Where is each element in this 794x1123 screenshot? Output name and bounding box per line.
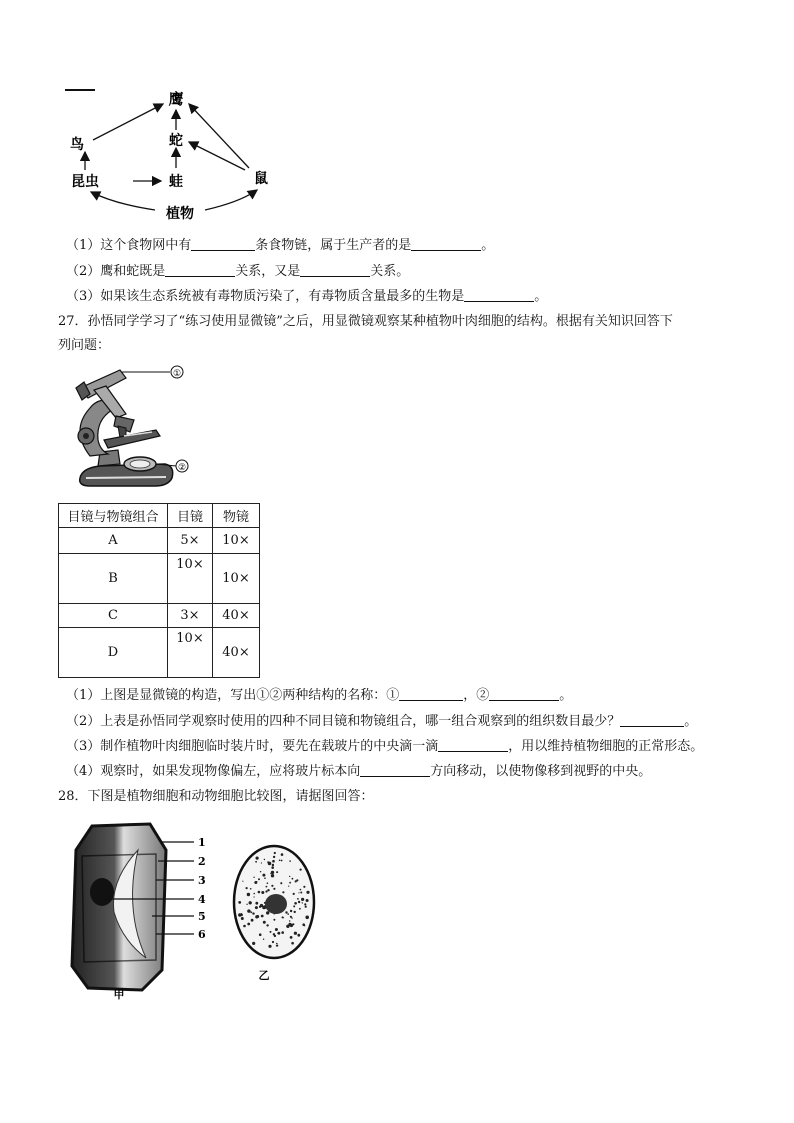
cell-label-6: 6 [198, 928, 206, 941]
cytoplasm-granule [259, 906, 261, 908]
cytoplasm-granule [265, 890, 267, 892]
cytoplasm-granule [270, 873, 271, 874]
cytoplasm-granule [288, 886, 289, 887]
cytoplasm-granule [255, 915, 258, 918]
cytoplasm-granule [261, 862, 262, 863]
cytoplasm-granule [252, 912, 254, 914]
cytoplasm-granule [259, 933, 262, 936]
arrow-bird-eagle [93, 104, 163, 140]
cytoplasm-granule [261, 891, 264, 894]
cell-comparison-figure [62, 820, 342, 1005]
cytoplasm-granule [285, 911, 287, 913]
answer-blank[interactable] [411, 236, 481, 251]
cell-label-5: 5 [198, 910, 206, 923]
cytoplasm-granule [255, 906, 258, 909]
cytoplasm-granule [289, 882, 291, 884]
cytoplasm-granule [258, 891, 261, 894]
answer-blank[interactable] [464, 287, 534, 302]
cytoplasm-granule [272, 864, 274, 866]
cytoplasm-granule [260, 871, 261, 872]
node-plant: 植物 [166, 206, 194, 222]
cytoplasm-granule [273, 919, 275, 921]
cytoplasm-granule [281, 931, 284, 934]
cytoplasm-granule [300, 892, 302, 894]
cytoplasm-granule [300, 869, 302, 871]
cytoplasm-granule [250, 888, 252, 890]
cytoplasm-granule [256, 857, 259, 860]
cytoplasm-granule [266, 924, 268, 926]
structure-label-2: ② [177, 463, 187, 473]
cytoplasm-granule [263, 939, 264, 940]
cytoplasm-granule [272, 941, 274, 943]
node-snake: 蛇 [169, 133, 183, 149]
q27-question-3: （3）制作植物叶肉细胞临时装片时，要先在载玻片的中央滴一滴 ，用以维持植物细胞的正常形态。 [66, 739, 704, 754]
cytoplasm-granule [297, 898, 299, 900]
cytoplasm-granule [255, 861, 257, 863]
cytoplasm-granule [253, 877, 254, 878]
cytoplasm-granule [247, 893, 250, 896]
cytoplasm-granule [274, 852, 276, 854]
cell-label-4: 4 [198, 893, 206, 906]
cytoplasm-granule [263, 921, 266, 924]
cytoplasm-granule [282, 891, 284, 893]
cytoplasm-granule [302, 902, 303, 903]
q26-question-1: （1）这个食物网中有 条食物链，属于生产者的是 。 [66, 238, 495, 253]
cytoplasm-granule [241, 913, 242, 914]
cytoplasm-granule [264, 877, 266, 879]
cytoplasm-granule [271, 874, 274, 877]
node-mouse: 鼠 [254, 171, 268, 187]
cytoplasm-granule [276, 943, 278, 945]
cytoplasm-granule [268, 945, 271, 948]
cytoplasm-granule [289, 860, 291, 862]
cytoplasm-granule [270, 931, 272, 933]
arrow-plant-insect [91, 192, 155, 210]
cytoplasm-granule [304, 903, 306, 905]
arrow-plant-mouse [205, 190, 257, 210]
answer-blank[interactable] [300, 262, 370, 277]
q27-intro-line-2: 列问题： [58, 338, 111, 353]
cytoplasm-granule [273, 888, 275, 890]
cytoplasm-granule [273, 856, 275, 858]
q26-question-2: （2）鹰和蛇既是 关系，又是 关系。 [66, 264, 410, 279]
cytoplasm-granule [289, 876, 290, 877]
cytoplasm-granule [276, 945, 278, 947]
plant-nucleus [90, 878, 114, 906]
q27-question-4: （4）观察时，如果发现物像偏左，应将玻片标本向 方向移动，以使物像移到视野的中央。 [66, 764, 652, 779]
cell-label-2: 2 [198, 855, 206, 868]
answer-blank[interactable] [438, 737, 508, 752]
table-row: C 3× 40× [59, 604, 260, 628]
cytoplasm-granule [261, 915, 264, 918]
cytoplasm-granule [305, 906, 307, 908]
cytoplasm-granule [251, 919, 254, 922]
cytoplasm-granule [298, 901, 300, 903]
cytoplasm-granule [296, 879, 298, 881]
microscope-illustration [60, 360, 195, 495]
cytoplasm-granule [290, 936, 293, 939]
table-row: D 10× 40× [59, 628, 260, 678]
cytoplasm-granule [290, 910, 292, 912]
cytoplasm-granule [254, 896, 255, 897]
cytoplasm-granule [247, 909, 250, 912]
cytoplasm-granule [255, 902, 258, 905]
cytoplasm-granule [294, 911, 296, 913]
cytoplasm-granule [293, 893, 295, 895]
cytoplasm-granule [282, 916, 284, 918]
cytoplasm-granule [304, 925, 306, 927]
cytoplasm-granule [294, 902, 297, 905]
cytoplasm-granule [267, 882, 269, 884]
cytoplasm-granule [292, 923, 294, 925]
cytoplasm-granule [266, 886, 268, 888]
cytoplasm-granule [291, 917, 292, 918]
answer-blank[interactable] [399, 686, 463, 701]
cytoplasm-granule [246, 887, 248, 889]
structure-label-1: ① [172, 369, 182, 379]
table-header: 目镜 [168, 504, 213, 528]
q28-intro: 28．下图是植物细胞和动物细胞比较图，请据图回答： [58, 789, 374, 804]
cytoplasm-granule [264, 859, 265, 860]
lens-combination-table [58, 503, 260, 678]
answer-blank[interactable] [165, 262, 235, 277]
answer-blank[interactable] [191, 236, 255, 251]
cytoplasm-granule [277, 933, 278, 934]
cell-label-1: 1 [198, 836, 206, 849]
cytoplasm-granule [252, 942, 255, 945]
cytoplasm-granule [258, 878, 260, 880]
cytoplasm-granule [241, 917, 244, 920]
cytoplasm-granule [280, 882, 282, 884]
cytoplasm-granule [275, 928, 278, 931]
cytoplasm-granule [267, 889, 269, 891]
animal-cell-caption: 乙 [258, 969, 270, 982]
cytoplasm-granule [287, 913, 289, 915]
plant-cell-caption: 甲 [113, 988, 125, 1001]
cytoplasm-granule [289, 920, 290, 921]
answer-blank[interactable] [360, 762, 430, 777]
cytoplasm-granule [306, 899, 309, 902]
cytoplasm-granule [242, 881, 243, 882]
table-header: 物镜 [213, 504, 260, 528]
cytoplasm-granule [272, 860, 275, 863]
node-insect: 昆虫 [71, 174, 99, 190]
cytoplasm-granule [268, 862, 272, 866]
q26-question-3: （3）如果该生态系统被有毒物质污染了，有毒物质含量最多的生物是 。 [66, 289, 548, 304]
table-header: 目镜与物镜组合 [59, 504, 168, 528]
cytoplasm-granule [276, 871, 278, 873]
cytoplasm-granule [305, 916, 309, 920]
cytoplasm-granule [281, 853, 284, 856]
cytoplasm-granule [250, 911, 252, 913]
cytoplasm-granule [294, 932, 297, 935]
cytoplasm-granule [271, 885, 273, 887]
cytoplasm-granule [246, 904, 247, 905]
q27-intro-line-1: 27．孙悟同学学习了“练习使用显微镜”之后，用显微镜观察某种植物叶肉细胞的结构。根据有关知识回答下 [58, 314, 673, 329]
food-web-diagram [55, 82, 285, 222]
cytoplasm-granule [306, 891, 309, 894]
table-row: A 5× 10× [59, 528, 260, 554]
cytoplasm-granule [243, 925, 246, 928]
cytoplasm-granule [273, 933, 275, 935]
cytoplasm-granule [299, 908, 301, 910]
cytoplasm-granule [302, 899, 304, 901]
cell-label-3: 3 [198, 874, 206, 887]
cytoplasm-granule [256, 881, 257, 882]
cytoplasm-granule [292, 878, 294, 880]
cytoplasm-granule [291, 942, 294, 945]
q27-question-2: （2）上表是孙悟同学观察时使用的四种不同目镜和物镜组合，哪一组合观察到的组织数目最少？ 。 [66, 714, 698, 729]
arrow-mouse-snake [189, 142, 245, 170]
cytoplasm-granule [286, 925, 289, 928]
cytoplasm-granule [300, 889, 302, 891]
cytoplasm-granule [266, 911, 269, 914]
answer-blank[interactable] [620, 712, 684, 727]
cytoplasm-granule [303, 886, 305, 888]
q27-question-1: （1）上图是显微镜的构造，写出①②两种结构的名称：① ，② 。 [66, 688, 573, 703]
animal-nucleus [265, 894, 287, 914]
answer-blank[interactable] [489, 686, 559, 701]
cytoplasm-granule [247, 923, 250, 926]
node-frog: 蛙 [169, 174, 183, 190]
node-eagle: 鹰 [168, 90, 184, 108]
cytoplasm-granule [298, 892, 299, 893]
cytoplasm-granule [271, 866, 274, 869]
cytoplasm-granule [293, 905, 295, 907]
cytoplasm-granule [253, 893, 255, 895]
node-bird: 鸟 [70, 137, 84, 153]
table-row: B 10× 10× [59, 554, 260, 604]
cytoplasm-granule [238, 901, 241, 904]
arrow-mouse-eagle [189, 104, 249, 168]
cytoplasm-granule [279, 860, 281, 862]
cytoplasm-granule [262, 874, 265, 877]
cytoplasm-granule [297, 934, 300, 937]
cytoplasm-granule [249, 901, 252, 904]
cytoplasm-granule [281, 860, 283, 862]
